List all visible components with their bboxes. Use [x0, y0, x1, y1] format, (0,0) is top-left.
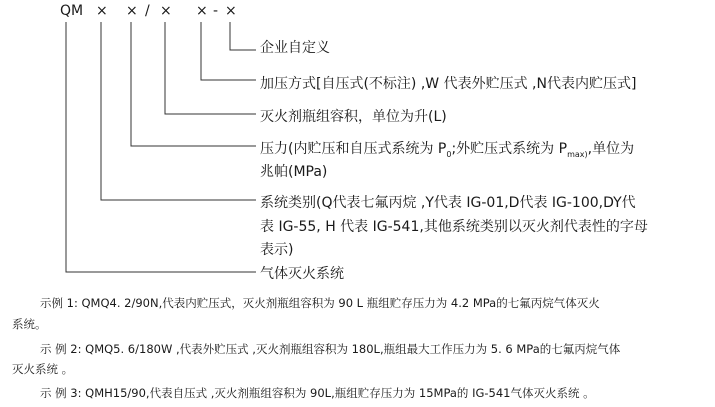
desc-enterprise: 企业自定义: [260, 40, 330, 56]
code-dash: -: [213, 3, 219, 19]
desc-pressure-part-a: 压力(内贮压和自压式系统为 P: [260, 141, 447, 157]
desc-pressure-part-b: ;外贮压式系统为 P: [451, 141, 568, 157]
leader-pressure: [131, 22, 256, 146]
example-2-line2: 灭火系统 。: [12, 362, 74, 376]
leader-system: [66, 22, 256, 272]
desc-pressure-part-c: ,单位为: [587, 141, 635, 157]
example-3-line1: 示 例 3: QMH15/90,代表自压式 ,灭火剂瓶组容积为 90L,瓶组贮存压力为 15MPa的 IG-541气体灭火系统 。: [40, 386, 595, 400]
code-slash: /: [145, 3, 150, 19]
desc-pressure-line2: 兆帕(MPa): [260, 164, 328, 180]
desc-category-line1: 系统类别(Q代表七氟丙烷 ,Y代表 IG-01,D代表 IG-100,DY代: [260, 195, 636, 211]
leader-category: [101, 22, 256, 200]
leader-enterprise: [230, 22, 256, 50]
code-placeholder-pressurization: ×: [196, 3, 208, 19]
desc-pressure-sub-0: 0: [446, 149, 452, 159]
code-placeholder-pressure: ×: [126, 3, 138, 19]
desc-pressurization: 加压方式[自压式(不标注) ,W 代表外贮压式 ,N代表内贮压式]: [260, 76, 637, 92]
example-1-line2: 系统。: [12, 317, 47, 331]
desc-system: 气体灭火系统: [260, 266, 344, 282]
desc-category-line3: 表示): [260, 242, 294, 258]
desc-pressure-sub-max: max): [567, 149, 588, 159]
code-placeholder-enterprise: ×: [225, 3, 237, 19]
code-prefix: QM: [60, 3, 84, 19]
example-2-line1: 示 例 2: QMQ5. 6/180W ,代表外贮压式 ,灭火剂瓶组容积为 180L,瓶组最大工作压力为 5. 6 MPa的七氟丙烷气体: [40, 342, 621, 356]
leader-pressurization: [201, 22, 256, 80]
code-placeholder-volume: ×: [160, 3, 172, 19]
desc-category-line2: 表 IG-55, H 代表 IG-541,其他系统类别以灭火剂代表性的字母: [260, 219, 648, 235]
leader-volume: [165, 22, 256, 114]
code-placeholder-category: ×: [96, 3, 108, 19]
example-1-line1: 示例 1: QMQ4. 2/90N,代表内贮压式，灭火剂瓶组容积为 90 L 瓶组贮存压力为 4.2 MPa的七氟丙烷气体灭火: [40, 296, 600, 310]
desc-volume: 灭火剂瓶组容积，单位为升(L): [260, 109, 447, 125]
